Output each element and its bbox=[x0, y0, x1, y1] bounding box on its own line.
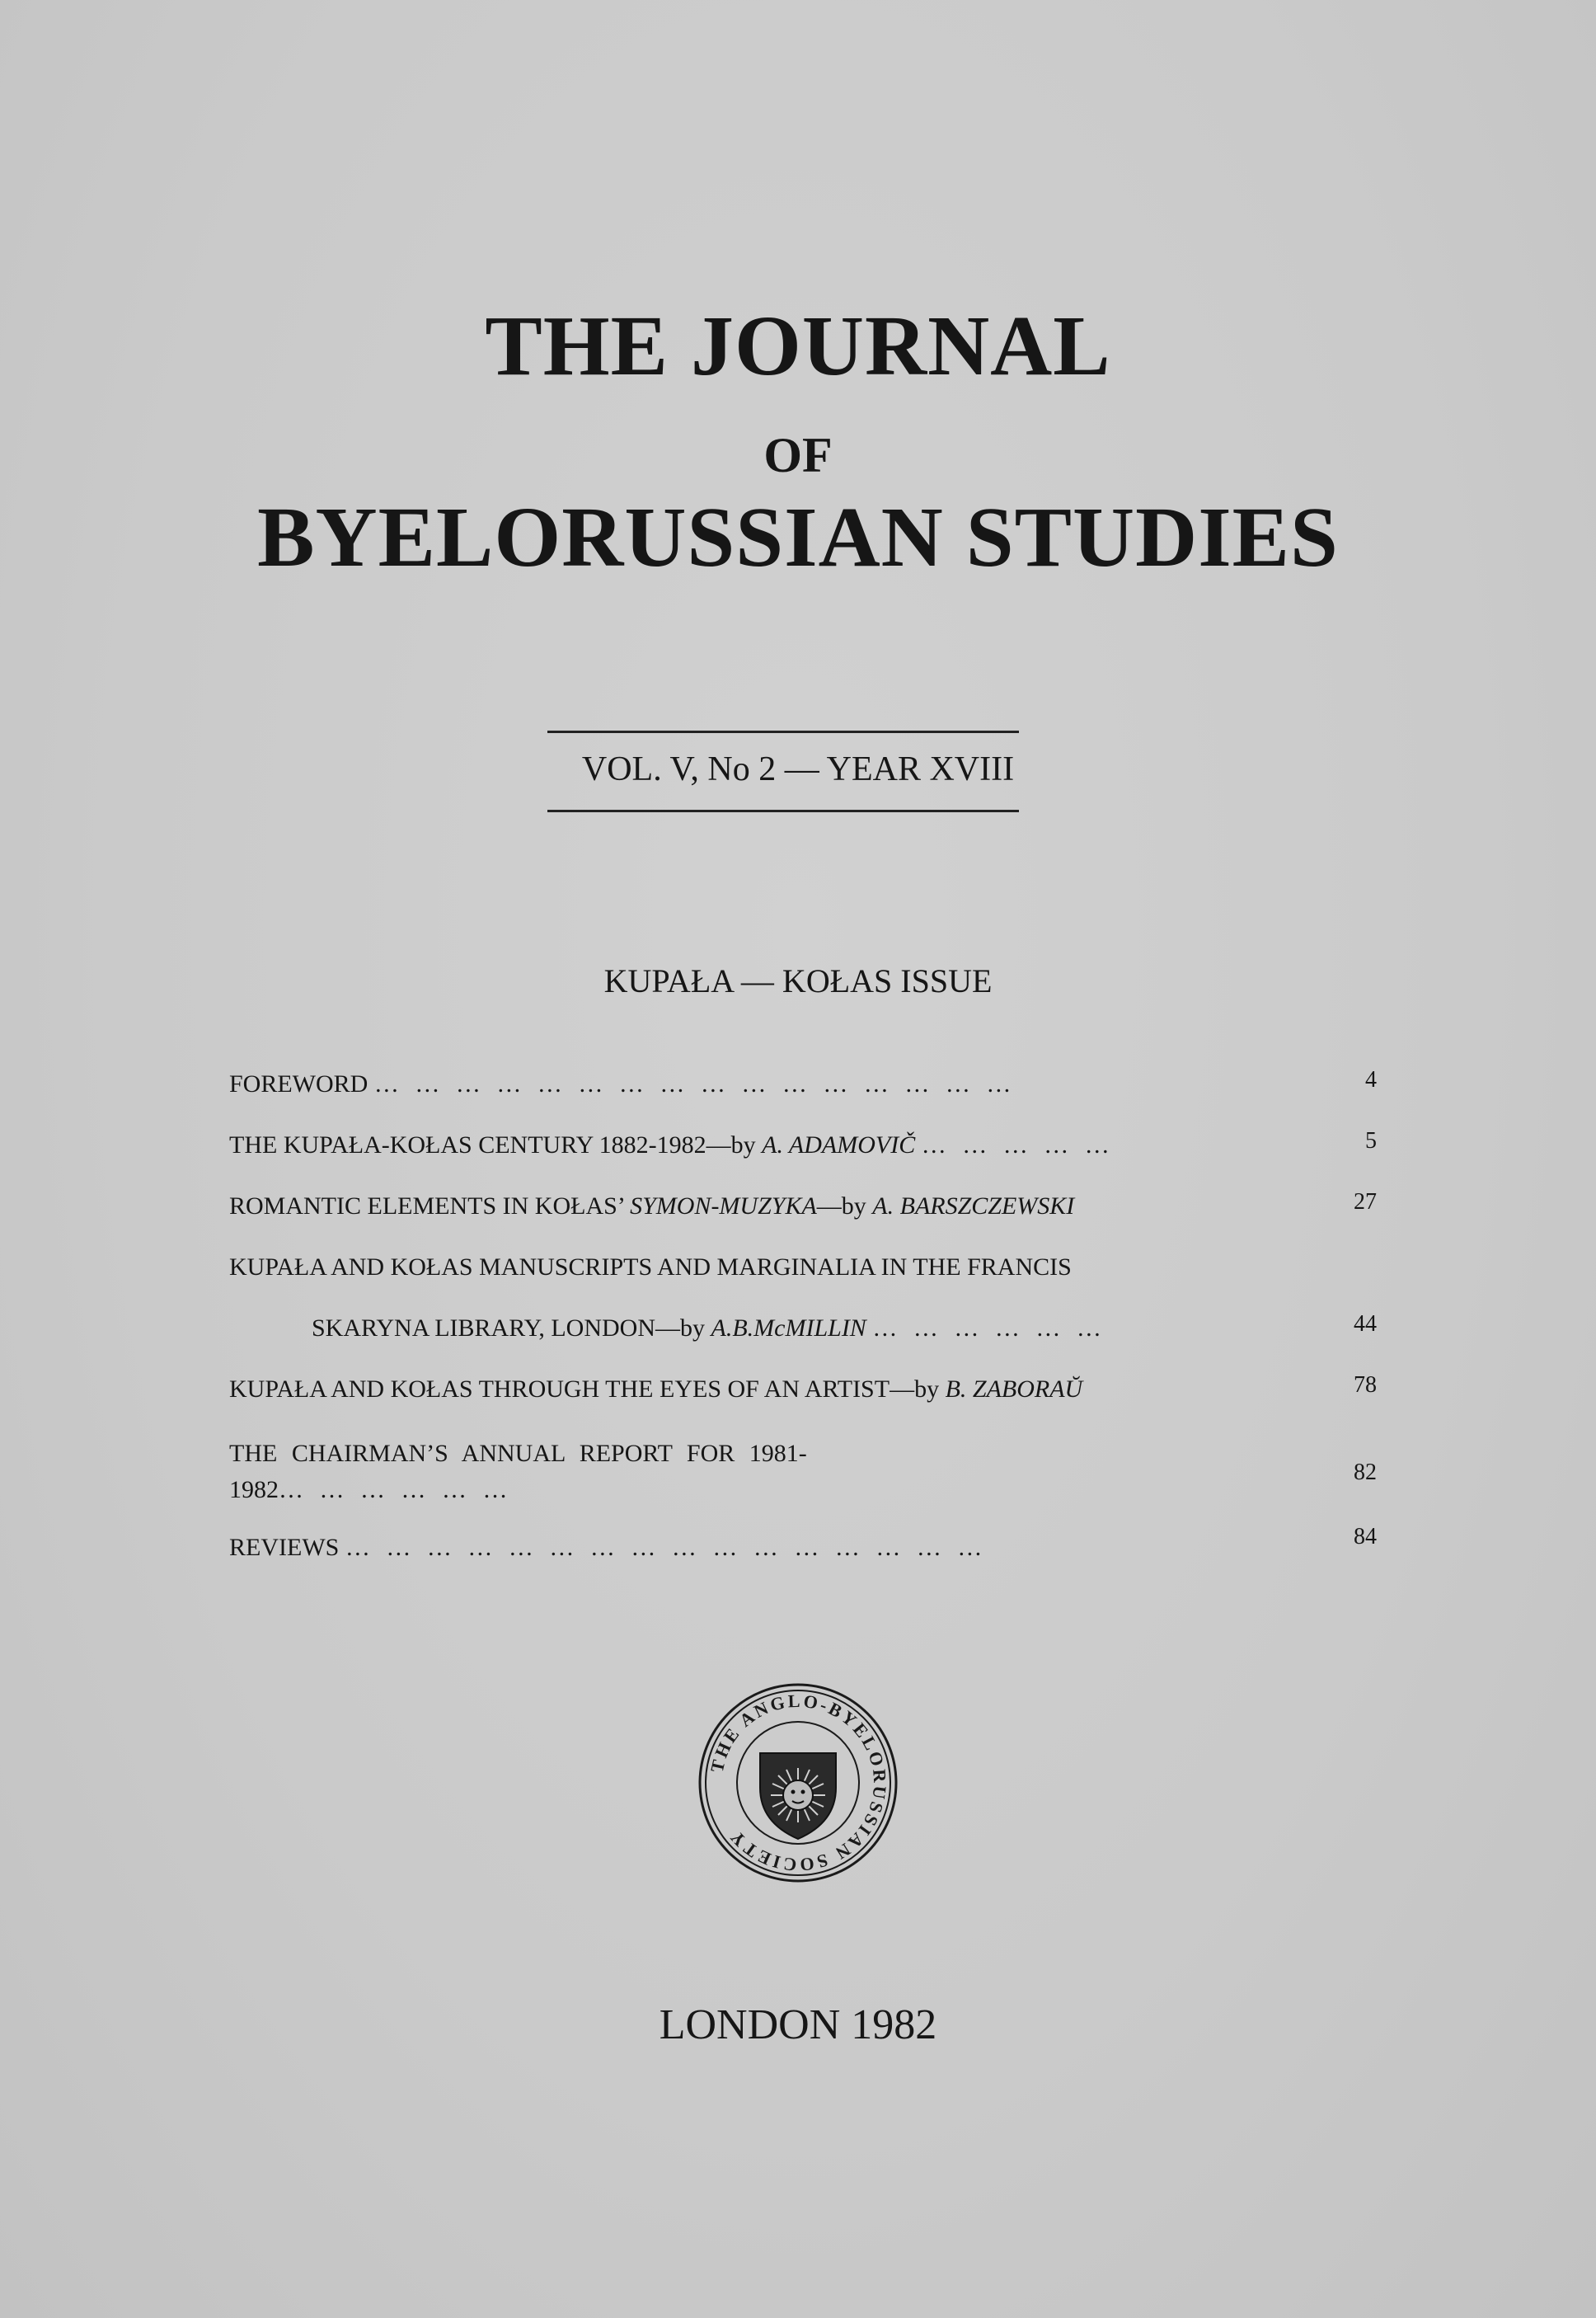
toc-entry-title: ROMANTIC ELEMENTS IN KOŁAS’ bbox=[229, 1192, 624, 1220]
toc-entry-title: REVIEWS bbox=[229, 1534, 340, 1561]
volume-info: VOL. V, No 2 — YEAR XVIII bbox=[581, 750, 1015, 788]
toc-entry bbox=[229, 1189, 1377, 1227]
toc-entry-author: A. BARSZCZEWSKI bbox=[872, 1192, 1075, 1220]
toc-entry bbox=[229, 1128, 1377, 1166]
toc-entry-author: A.B.McMILLIN bbox=[711, 1314, 866, 1342]
toc-entry-title: THE CHAIRMAN’S ANNUAL REPORT FOR 1981- bbox=[229, 1440, 807, 1467]
toc-entry-title: KUPAŁA AND KOŁAS MANUSCRIPTS AND MARGINALIA IN THE FRANCIS bbox=[229, 1253, 1072, 1281]
toc-page-number: 4 bbox=[1365, 1067, 1377, 1093]
journal-title-line2: OF bbox=[763, 428, 833, 482]
toc-entry-title: KUPAŁA AND KOŁAS THROUGH THE EYES OF AN ARTIST—by bbox=[229, 1375, 940, 1403]
toc-entry-title: FOREWORD bbox=[229, 1070, 368, 1098]
toc-entry bbox=[229, 1524, 1377, 1568]
toc-leader: … … … … … … bbox=[872, 1314, 1106, 1342]
publication-imprint: LONDON 1982 bbox=[659, 2001, 937, 2048]
toc-entry-continuation bbox=[229, 1460, 1377, 1511]
toc-entry-work-title: SYMON-MUZYKA bbox=[630, 1192, 817, 1220]
toc-entry bbox=[229, 1067, 1377, 1105]
toc-entry-title: SKARYNA LIBRARY, LONDON—by bbox=[312, 1314, 706, 1342]
toc-entry-author: B. ZABORAŬ bbox=[945, 1375, 1083, 1403]
toc-leader: … … … … … bbox=[921, 1131, 1115, 1159]
toc-leader: … … … … … … bbox=[279, 1476, 513, 1503]
toc-entry bbox=[229, 1372, 1377, 1410]
toc-leader: … … … … … … … … … … … … … … … … bbox=[373, 1070, 1016, 1098]
toc-page-number: 5 bbox=[1365, 1128, 1377, 1154]
journal-title-line3: BYELORUSSIAN STUDIES bbox=[257, 490, 1339, 585]
toc-entry-title: 1982 bbox=[229, 1476, 279, 1503]
toc-entry bbox=[229, 1441, 1377, 1474]
journal-title-line1: THE JOURNAL bbox=[485, 299, 1111, 393]
toc-page-number: 78 bbox=[1354, 1372, 1377, 1398]
society-seal bbox=[697, 1682, 899, 1883]
toc-entry-title: THE KUPAŁA-KOŁAS CENTURY 1882-1982—by bbox=[229, 1131, 756, 1159]
toc-entry-author: A. ADAMOVIČ bbox=[762, 1131, 916, 1159]
volume-top-rule bbox=[547, 731, 1019, 733]
toc-entry-continuation bbox=[229, 1311, 1377, 1349]
toc-leader: … … … … … … … … … … … … … … … … bbox=[345, 1534, 988, 1561]
toc-page-number: 27 bbox=[1354, 1189, 1377, 1215]
toc-page-number: 82 bbox=[1354, 1460, 1377, 1485]
issue-title: KUPAŁA — KOŁAS ISSUE bbox=[603, 962, 993, 999]
toc-page-number: 84 bbox=[1354, 1524, 1377, 1549]
toc-entry bbox=[229, 1255, 1377, 1288]
toc-entry-by: —by bbox=[816, 1192, 866, 1220]
toc-page-number: 44 bbox=[1354, 1311, 1377, 1337]
volume-bottom-rule bbox=[547, 810, 1019, 812]
sun-face-shield-icon bbox=[760, 1753, 836, 1839]
svg-text:THE ANGLO-BYELORUSSIAN SOCIETY: THE ANGLO-BYELORUSSIAN SOCIETY bbox=[706, 1690, 891, 1876]
